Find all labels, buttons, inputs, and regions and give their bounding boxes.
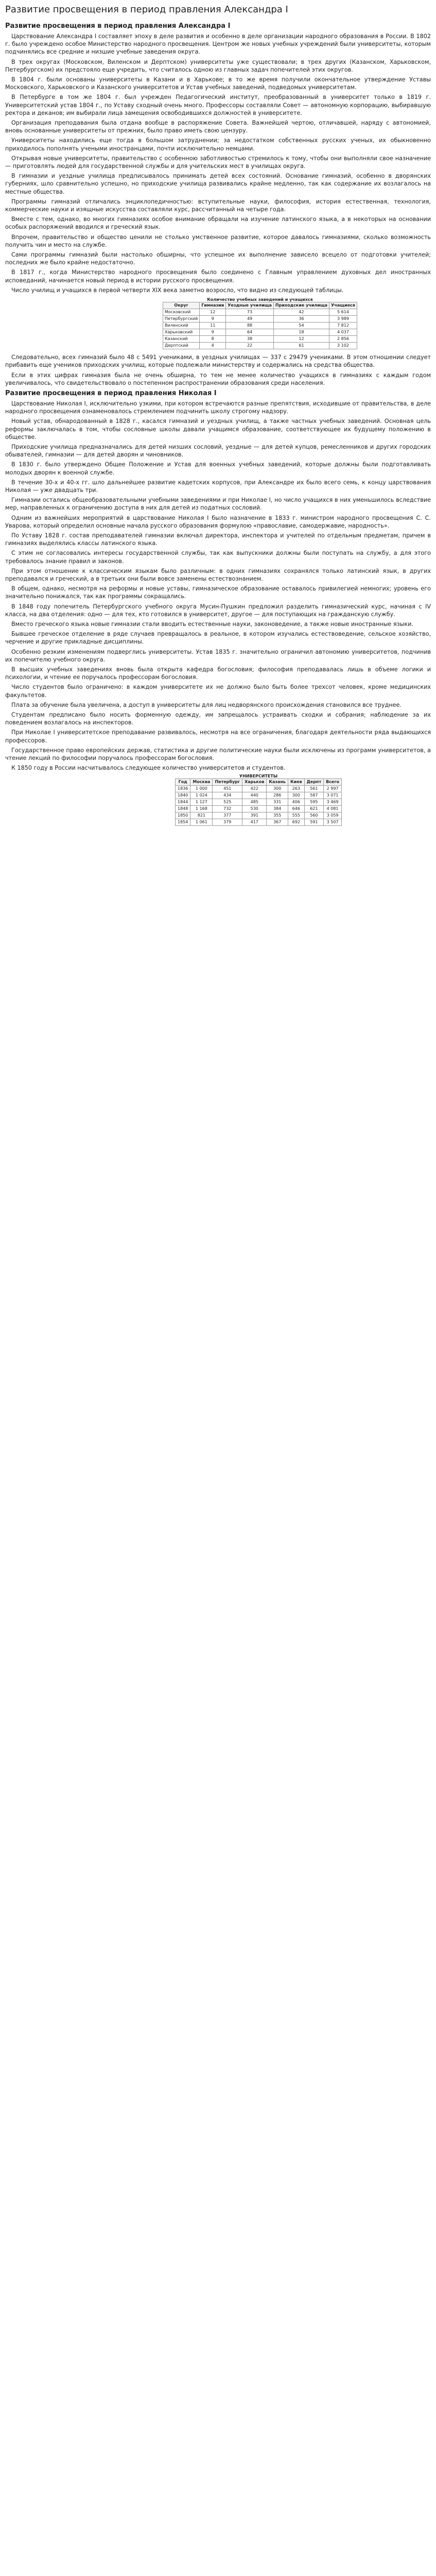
table-cell: 1 168 bbox=[190, 806, 213, 812]
table-cell: 1854 bbox=[176, 819, 190, 826]
table-cell: 42 bbox=[273, 309, 329, 316]
table-cell: Петербургский bbox=[163, 316, 200, 323]
section-1-body bbox=[5, 32, 431, 294]
table-cell: 22 bbox=[226, 343, 274, 349]
column-header: Учащиеся bbox=[329, 302, 357, 309]
table-cell: 9 bbox=[200, 329, 226, 336]
table-cell: 422 bbox=[242, 786, 267, 792]
table-row bbox=[163, 316, 357, 323]
table-cell: 692 bbox=[288, 819, 305, 826]
table-cell: 3 507 bbox=[324, 819, 342, 826]
column-header: Год bbox=[176, 779, 190, 786]
table-cell: 263 bbox=[288, 786, 305, 792]
universities-table-caption: УНИВЕРСИТЕТЫ bbox=[239, 774, 278, 779]
table-row bbox=[163, 309, 357, 316]
paragraph: В течение 30-х и 40-х гг. шло дальнейшее развитие кадетских корпусов, при Александре их было всего семь, к концу царствования Николая — уже двадцать три. bbox=[5, 479, 431, 494]
table-cell: 4 037 bbox=[329, 329, 357, 336]
document bbox=[0, 0, 436, 826]
paragraph: Приходские училища предназначались для детей низших сословий, уездные — для детей купцов, ремесленников и других городских обывателей, гимназии — для детей дворян и чиновников. bbox=[5, 443, 431, 459]
paragraph: По Уставу 1828 г. состав преподавателей гимназии включал директора, инспектора и учителей по отдельным предметам, причем в гимназиях выделялись классы латинского языка. bbox=[5, 532, 431, 547]
table-cell: 1840 bbox=[176, 792, 190, 799]
table-cell: 525 bbox=[213, 799, 242, 806]
paragraph: Бывшее греческое отделение в ряде случаев превращалось в реальное, в котором изучались естествоведение, сельское хозяйство, черчение и другие прикладные дисциплины. bbox=[5, 631, 431, 646]
paragraph: Вместе с тем, однако, во многих гимназиях особое внимание обращали на изучение латинского языка, а в некоторых на основании особых распоряжений вводился и греческий язык. bbox=[5, 216, 431, 231]
table-cell: 3 989 bbox=[329, 316, 357, 323]
table-cell: 38 bbox=[226, 336, 274, 343]
table-cell: 591 bbox=[304, 819, 323, 826]
table-cell: 1850 bbox=[176, 812, 190, 819]
table-cell: 73 bbox=[226, 309, 274, 316]
table-cell: 530 bbox=[242, 806, 267, 812]
paragraph: Открывая новые университеты, правительство с особенною заботливостью стремилось к тому, чтобы они выполняли свое назначение — приготовлять людей для государственной службы и для учительских мест в училищах округа. bbox=[5, 155, 431, 170]
table-cell: 18 bbox=[273, 329, 329, 336]
section-2-body bbox=[5, 400, 431, 772]
table-row bbox=[176, 786, 342, 792]
paragraph: В высших учебных заведениях вновь была открыта кафедра богословия; философия преподавалась лишь в объеме логики и психологии, и чтение ее поручалось профессорам богословия. bbox=[5, 666, 431, 681]
table-cell: 3 059 bbox=[324, 812, 342, 819]
table-cell: 355 bbox=[267, 812, 288, 819]
paragraph: Новый устав, обнародованный в 1828 г., касался гимназий и уездных училищ, а также частных учебных заведений. Основная цель реформы заключалась в том, чтобы сословные школы давали учащимся образование, соответствующее их будущему положению в обществе. bbox=[5, 418, 431, 440]
column-header: Уездные училища bbox=[226, 302, 274, 309]
paragraph: Программы гимназий отличались энциклопедичностью: вступительные науки, философия, история естественная, технология, коммерческие науки и изящные искусства составляли курс, рассчитанный на четыре года. bbox=[5, 198, 431, 213]
table-row bbox=[176, 806, 342, 812]
paragraph: Царствование Николая I, исключительно узкими, при котором встречаются разные препятствия, исходившие от правительства, в деле народного просвещения ознаменовалось стремлением подчинить школу строгому надзору. bbox=[5, 400, 431, 415]
table-cell: 595 bbox=[304, 799, 323, 806]
table-cell: 12 bbox=[200, 309, 226, 316]
table-cell: 1844 bbox=[176, 799, 190, 806]
table-cell: 2 856 bbox=[329, 336, 357, 343]
table-cell: 8 bbox=[200, 336, 226, 343]
paragraph: Сами программы гимназий были настолько обширны, что успешное их выполнение зависело всецело от подготовки учителей; последних же было крайне недостаточно. bbox=[5, 251, 431, 266]
paragraph: Вместо греческого языка новые гимназии стали вводить естественные науки, законоведение, а также новые иностранные языки. bbox=[11, 620, 413, 628]
table-cell: 4 081 bbox=[324, 806, 342, 812]
table-cell: 555 bbox=[288, 812, 305, 819]
table-cell: 485 bbox=[242, 799, 267, 806]
table-cell: 3 071 bbox=[324, 792, 342, 799]
table-cell: 406 bbox=[288, 799, 305, 806]
table-cell: Московский bbox=[163, 309, 200, 316]
table-cell: 300 bbox=[288, 792, 305, 799]
column-header: Гимназии bbox=[200, 302, 226, 309]
column-header: Харьков bbox=[242, 779, 267, 786]
table-cell: 391 bbox=[242, 812, 267, 819]
paragraph: Если в этих цифрах гимназия была не очень обширна, то тем не менее количество учащихся в гимназиях с каждым годом увеличивалось, что свидетельствовало о постепенном распространении образования среди населения. bbox=[5, 371, 431, 386]
table-cell: 1 061 bbox=[190, 819, 213, 826]
table-cell: 560 bbox=[304, 812, 323, 819]
universities-table bbox=[175, 774, 342, 826]
table-cell: 300 bbox=[267, 786, 288, 792]
paragraph: В Петербурге в том же 1804 г. был учрежден Педагогический институт, преобразованный в университет только в 1819 г. Университетский устав 1804 г., по Уставу сходный очень много. Профессоры составляли Совет — автономную корпорацию, выбиравшую ректора и деканов; им выбирали лица замещения освободившихся должностей в университете. bbox=[5, 94, 431, 116]
column-header: Киев bbox=[288, 779, 305, 786]
paragraph: В гимназии и уездные училища предписывалось принимать детей всех состояний. Основание гимназий, особенно в дворянских губерниях, шло сравнительно успешно, но приходские училища развивались крайне медленно, так как содержание их возлагалось на местные общества. bbox=[5, 173, 431, 195]
table-row bbox=[163, 343, 357, 349]
table-cell: 54 bbox=[273, 323, 329, 329]
paragraph: Одним из важнейших мероприятий в царствование Николая I было назначение в 1833 г. министром народного просвещения С. С. Уварова, который определил основные начала русского образования формулою «православие, самодержавие, народность». bbox=[5, 514, 431, 529]
paragraph: Организация преподавания была отдана вообще в распоряжение Совета. Важнейшей чертою, отличавшей, наряду с автономией, вновь основанные университеты от прежних, было право иметь свою цензуру. bbox=[5, 120, 431, 134]
paragraph: К 1850 году в России насчитывалось следующее количество университетов и студентов. bbox=[11, 765, 286, 772]
table-cell: 367 bbox=[267, 819, 288, 826]
table-row bbox=[176, 812, 342, 819]
table-cell: 732 bbox=[213, 806, 242, 812]
table-cell: 64 bbox=[226, 329, 274, 336]
paragraph: Плата за обучение была увеличена, а доступ в университеты для лиц недворянского происхождения становился все труднее. bbox=[11, 701, 402, 708]
table-cell: 587 bbox=[304, 792, 323, 799]
universities-table-header bbox=[176, 779, 342, 786]
paragraph: Число училищ и учащихся в первой четверти XIX века заметно возросло, что видно из следующей таблицы. bbox=[11, 286, 344, 294]
table-row bbox=[176, 799, 342, 806]
table-cell: 1836 bbox=[176, 786, 190, 792]
table-cell: Казанский bbox=[163, 336, 200, 343]
table-cell: 11 bbox=[200, 323, 226, 329]
table-cell: Харьковский bbox=[163, 329, 200, 336]
paragraph: В 1830 г. было утверждено Общее Положение и Устав для военных учебных заведений, которые должны были подготавливать молодых дворян к военной службе. bbox=[5, 461, 431, 476]
paragraph: С этим не согласовались интересы государственной службы, так как выпускники должны были поступать на службу, а для этого требовалось знание правил и законов. bbox=[5, 550, 431, 565]
paragraph: Университеты находились еще тогда в большом затруднении; за недостатком собственных русских ученых, их обыкновенно приходилось пополнять учеными иностранцами, почти исключительно немцами. bbox=[5, 137, 431, 152]
table-cell: 49 bbox=[226, 316, 274, 323]
table-cell: 7 812 bbox=[329, 323, 357, 329]
paragraph: В 1817 г., когда Министерство народного просвещения было соединено с Главным управлением духовных дел иностранных исповеданий, начинается новый период в истории русского просвещения. bbox=[5, 269, 431, 284]
table-cell: 384 bbox=[267, 806, 288, 812]
paragraph: Студентам предписано было носить форменную одежду, им запрещалось устраивать сходки и собрания; наблюдение за их поведением возлагалось на инспекторов. bbox=[5, 711, 431, 726]
universities-table-body bbox=[176, 786, 342, 826]
table-cell: 440 bbox=[242, 792, 267, 799]
table-cell: Виленский bbox=[163, 323, 200, 329]
table-cell: Дерптский bbox=[163, 343, 200, 349]
section-1b-body bbox=[5, 353, 431, 387]
paragraph: Впрочем, правительство и общество ценили не столько умственное развитие, которое давалось гимназиями, сколько возможность получить чин и место на службе. bbox=[5, 233, 431, 248]
column-header: Казань bbox=[267, 779, 288, 786]
section-2-heading: Развитие просвещения в период правления Николая I bbox=[5, 389, 217, 397]
table-cell: 451 bbox=[213, 786, 242, 792]
table-cell: 434 bbox=[213, 792, 242, 799]
table-cell: 821 bbox=[190, 812, 213, 819]
section-1-heading: Развитие просвещения в период правления Александра I bbox=[5, 22, 231, 30]
paragraph: Число студентов было ограничено: в каждом университете их не должно было быть более трехсот человек, кроме медицинских факультетов. bbox=[5, 684, 431, 699]
paragraph: Особенно резким изменениям подверглись университеты. Устав 1835 г. значительно ограничил автономию университетов, подчинив их попечителю учебного округа. bbox=[5, 648, 431, 663]
table-cell: 1 024 bbox=[190, 792, 213, 799]
paragraph: Следовательно, всех гимназий было 48 с 5491 учениками, в уездных училищах — 337 с 29479 учениками. В этом отношении следует прибавить еще учеников приходских училищ, которые подлежали министерству и содержались на средства общества. bbox=[5, 354, 431, 369]
table-row bbox=[176, 792, 342, 799]
table-cell: 621 bbox=[304, 806, 323, 812]
table-row bbox=[163, 336, 357, 343]
paragraph: В общем, однако, несмотря на реформы и новые уставы, гимназическое образование оставалось привилегией немногих; уровень его значительно понижался, так как программы сокращались. bbox=[5, 585, 431, 600]
column-header: Петербург bbox=[213, 779, 242, 786]
table-cell: 1 127 bbox=[190, 799, 213, 806]
table-cell: 4 bbox=[200, 343, 226, 349]
paragraph: В трех округах (Московском, Виленском и Дерптском) университеты уже существовали; в трех других (Казанском, Харьковском, Петербургском) их предстояло еще учредить, что считалось одною из главных задач попечителей этих округов. bbox=[5, 58, 431, 73]
paragraph: В 1804 г. были основаны университеты в Казани и в Харькове; в то же время получили окончательное утверждение Уставы Московского, Харьковского и Казанского университетов и Устав учебных заведений, подведомых университетам. bbox=[5, 76, 431, 91]
column-header: Всего bbox=[324, 779, 342, 786]
paragraph: При этом отношение к классическим языкам было различным: в одних гимназиях сохранялся только латинский язык, в других преподавался и греческий, а в третьих они были вовсе заменены естествознанием. bbox=[5, 567, 431, 582]
table-cell: 2 997 bbox=[324, 786, 342, 792]
schools-table bbox=[163, 297, 357, 349]
table-cell: 561 bbox=[304, 786, 323, 792]
table-row bbox=[163, 329, 357, 336]
table-cell: 379 bbox=[213, 819, 242, 826]
table-cell: 88 bbox=[226, 323, 274, 329]
table-cell: 36 bbox=[273, 316, 329, 323]
table-cell: 12 bbox=[273, 336, 329, 343]
table-cell: 417 bbox=[242, 819, 267, 826]
paragraph: Царствование Александра I составляет эпоху в деле развития и особенно в деле организации народного образования в России. В 1802 г. было учреждено особое Министерство народного просвещения. Центром же новых учебных учреждений были университеты, которым подчинялись все средние и низшие учебные заведения округа. bbox=[5, 33, 431, 56]
paragraph: В 1848 году попечитель Петербургского учебного округа Мусин-Пушкин предложил разделить гимназический курс, начиная с IV класса, на два отделения: одно — для тех, кто готовился в университет, другое — для поступающих на гражданскую службу. bbox=[5, 603, 431, 618]
table-cell: 5 614 bbox=[329, 309, 357, 316]
table-cell: 3 469 bbox=[324, 799, 342, 806]
column-header: Приходские училища bbox=[273, 302, 329, 309]
table-row bbox=[163, 323, 357, 329]
table-cell: 377 bbox=[213, 812, 242, 819]
table-cell: 646 bbox=[288, 806, 305, 812]
table-row bbox=[176, 819, 342, 826]
schools-table-caption: Количество учебных заведений и учащихся bbox=[207, 297, 313, 302]
column-header: Дерпт bbox=[304, 779, 323, 786]
table-cell: 286 bbox=[267, 792, 288, 799]
paragraph: При Николае I университетское преподавание развивалось, несмотря на все ограничения, благодаря деятельности ряда выдающихся профессоров. bbox=[5, 729, 431, 744]
paragraph: Государственное право европейских держав, статистика и другие политические науки были исключены из программ университетов, а чтение лекций по философии поручалось профессорам богословия. bbox=[5, 747, 431, 762]
column-header: Округ bbox=[163, 302, 200, 309]
table-cell: 9 bbox=[200, 316, 226, 323]
table-cell: 1848 bbox=[176, 806, 190, 812]
paragraph: Гимназии остались общеобразовательными учебными заведениями и при Николае I, но число учащихся в них уменьшилось вследствие мер, направленных к ограничению доступа в них для детей из податных сословий. bbox=[5, 497, 431, 512]
table-cell: 3 102 bbox=[329, 343, 357, 349]
schools-table-header bbox=[163, 302, 357, 309]
column-header: Москва bbox=[190, 779, 213, 786]
table-cell: 61 bbox=[273, 343, 329, 349]
table-cell: 1 000 bbox=[190, 786, 213, 792]
page-title: Развитие просвещения в период правления Александра I bbox=[5, 4, 288, 15]
table-cell: 331 bbox=[267, 799, 288, 806]
